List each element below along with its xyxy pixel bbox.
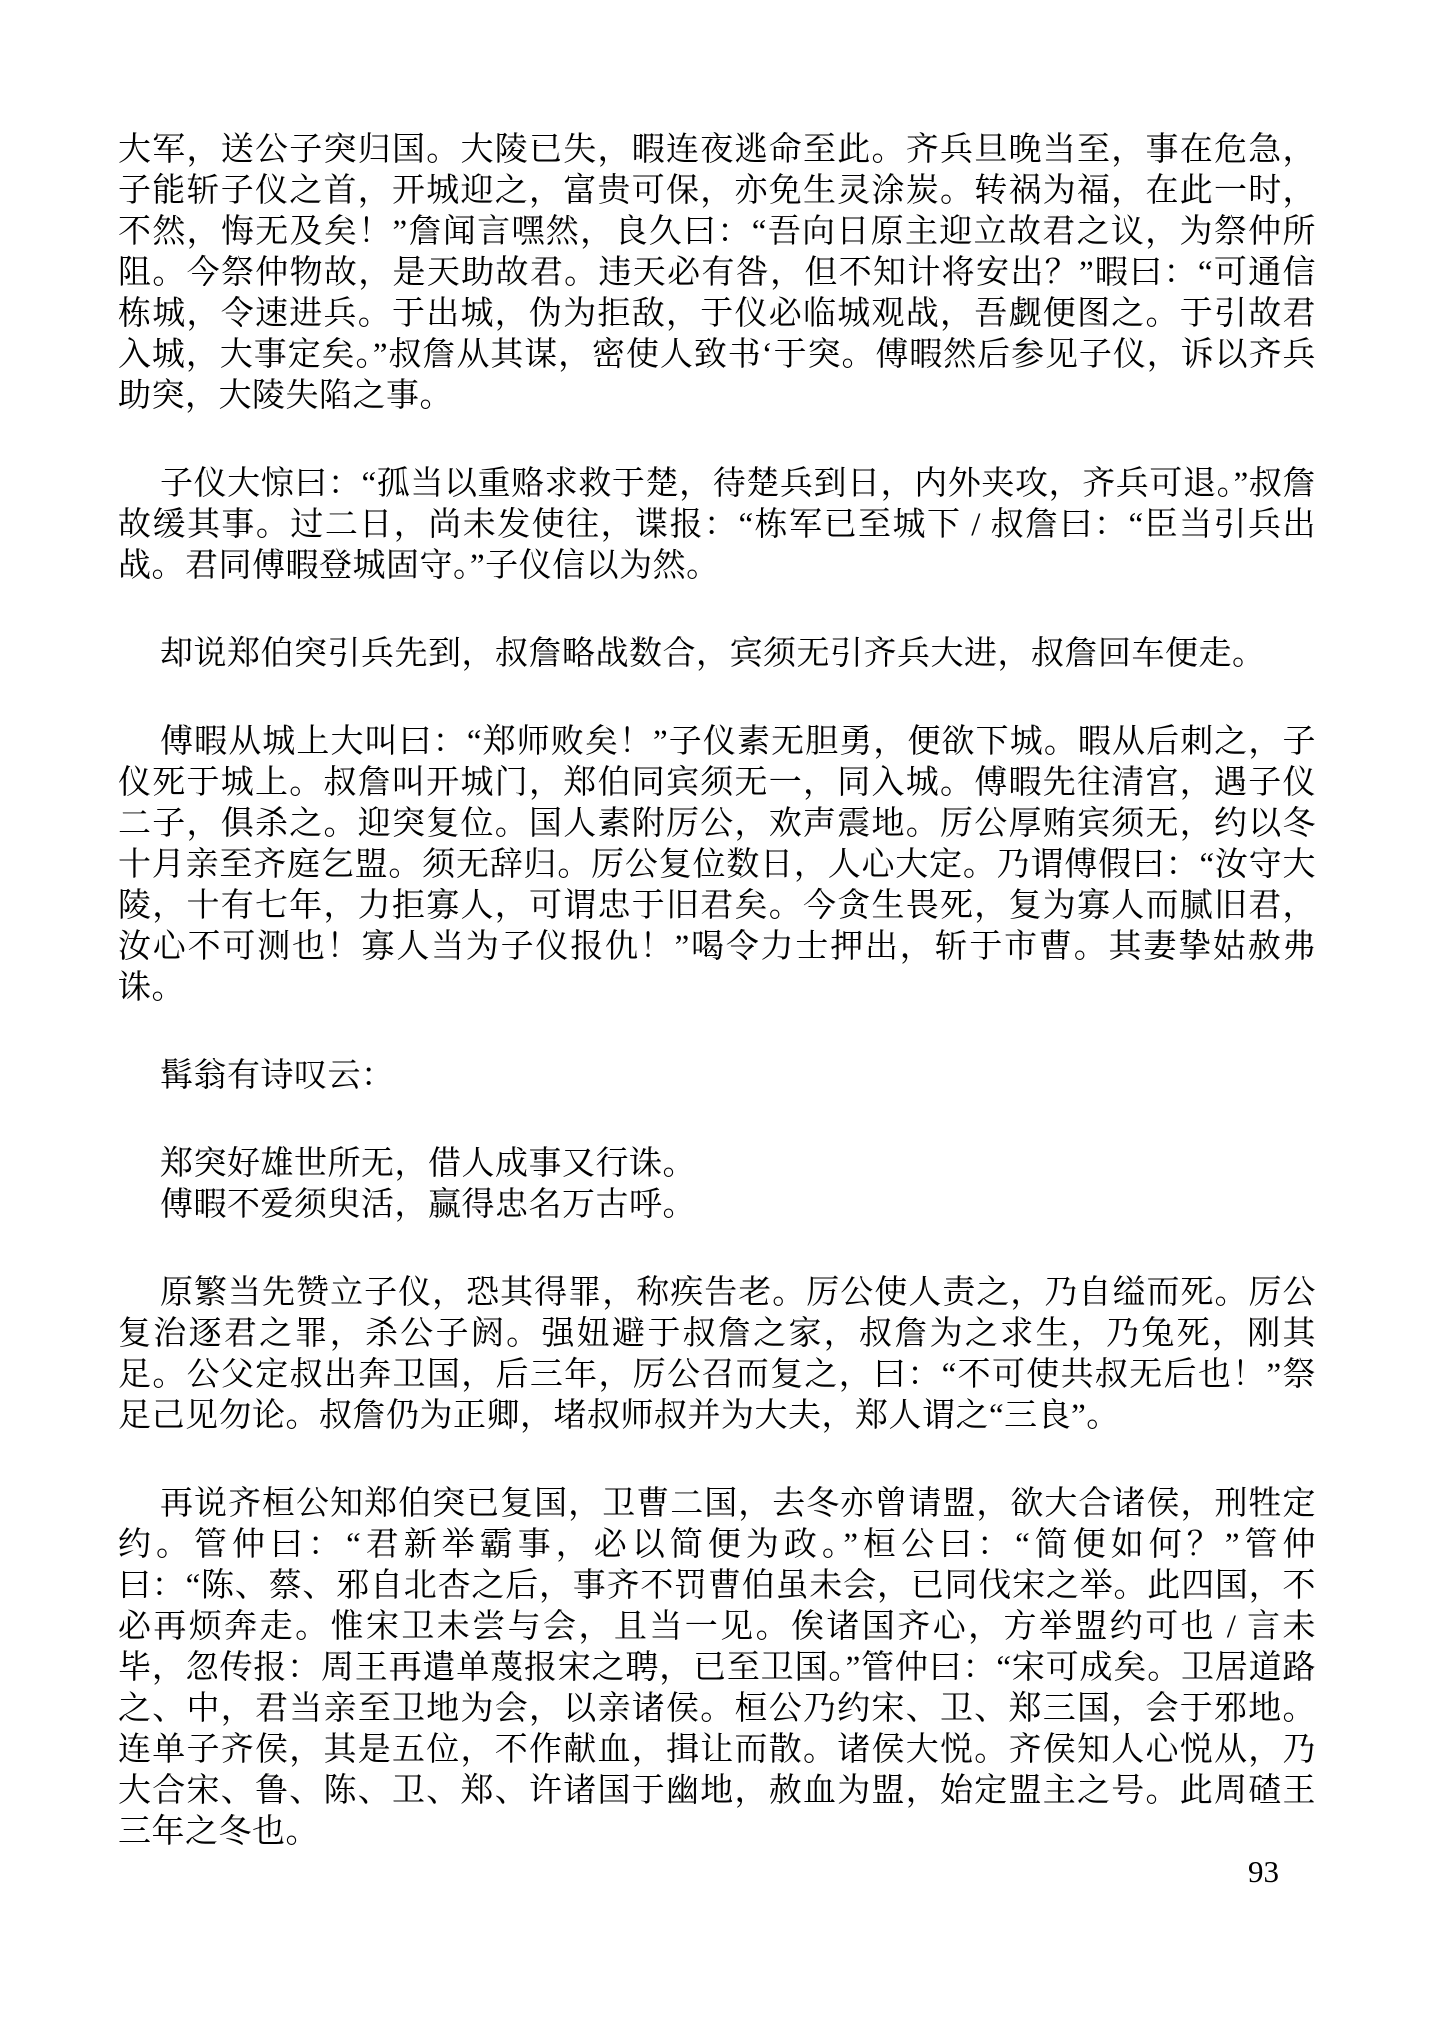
paragraph: 原繁当先赞立子仪，恐其得罪，称疾告老。厉公使人责之，乃自缢而死。厉公复治逐君之罪，杀公子阏。强妞避于叔詹之家，叔詹为之求生，乃兔死，刚其足。公父定叔出奔卫国，后三年，厉公召而复之，曰：“不可使共叔无后也！”祭足己见勿论。叔詹仍为正卿，堵叔师叔并为大夫，郑人谓之“三良”。 <box>118 1275 1316 1434</box>
paragraph: 却说郑伯突引兵先到，叔詹略战数合，宾须无引齐兵大进，叔詹回车便走。 <box>160 636 1266 672</box>
text-content <box>118 130 1316 1900</box>
paragraph: 大军，送公子突归国。大陵已失，暇连夜逃命至此。齐兵旦晚当至，事在危急，子能斩子仪之首，开城迎之，富贵可保，亦免生灵涂炭。转祸为福，在此一时，不然，悔无及矣！”詹闻言嘿然，良久曰：“吾向日原主迎立故君之议，为祭仲所阻。今祭仲物故，是天助故君。违天必有咎，但不知计将安出？”暇曰：“可通信栋城，令速进兵。于出城，伪为拒敌，于仪必临城观战，吾觑便图之。于引故君入城，大事定矣。”叔詹从其谋，密使人致书‘于突。傅暇然后参见子仪，诉以齐兵助突，大陵失陷之事。 <box>118 132 1316 414</box>
poem-intro: 髯翁有诗叹云： <box>160 1058 395 1094</box>
page-number: 93 <box>1248 1854 1279 1889</box>
paragraph: 傅暇从城上大叫曰：“郑师败矣！”子仪素无胆勇，便欲下城。暇从后刺之，子仪死于城上。叔詹叫开城门，郑伯同宾须无一，同入城。傅暇先往清宫，遇子仪二子，俱杀之。迎突复位。国人素附厉公，欢声震地。厉公厚贿宾须无，约以冬十月亲至齐庭乞盟。须无辞归。厉公复位数日，人心大定。乃谓傅假曰：“汝守大陵，十有七年，力拒寡人，可谓忠于旧君矣。今贪生畏死，复为寡人而腻旧君，汝心不可测也！寡人当为子仪报仇！”喝令力士押出，斩于市曹。其妻挚姑赦弗诛。 <box>118 724 1316 1006</box>
paragraph: 再说齐桓公知郑伯突已复国，卫曹二国，去冬亦曾请盟，欲大合诸侯，刑牲定约。管仲曰：“君新举霸事，必以简便为政。”桓公曰：“简便如何？”管仲曰：“陈、蔡、邪自北杏之后，事齐不罚曹伯虽未会，已同伐宋之举。此四国，不必再烦奔走。惟宋卫未尝与会，且当一见。俟诸国齐心，方举盟约可也 / 言未毕，忽传报：周王再遣单蔑报宋之聘，已至卫国。”管仲曰：“宋可成矣。卫居道路之、中，君当亲至卫地为会，以亲诸侯。桓公乃约宋、卫、郑三国，会于邪地。连单子齐侯，其是五位，不作献血，揖让而散。诸侯大悦。齐侯知人心悦从，乃大合宋、鲁、陈、卫、郑、许诸国于幽地，赦血为盟，始定盟主之号。此周碴王三年之冬也。 <box>118 1486 1316 1850</box>
poem <box>118 1144 1316 1226</box>
poem-line: 傅暇不爱须臾活，赢得忠名万古呼。 <box>160 1187 696 1223</box>
poem-line: 郑突好雄世所无，借人成事又行诛。 <box>160 1146 696 1182</box>
paragraph: 子仪大惊曰：“孤当以重赂求救于楚，待楚兵到日，内外夹攻，齐兵可退。”叔詹故缓其事。过二日，尚未发使往，谍报：“栋军已至城下 / 叔詹曰：“臣当引兵出战。君同傅暇登城固守。”子仪信以为然。 <box>118 466 1316 584</box>
